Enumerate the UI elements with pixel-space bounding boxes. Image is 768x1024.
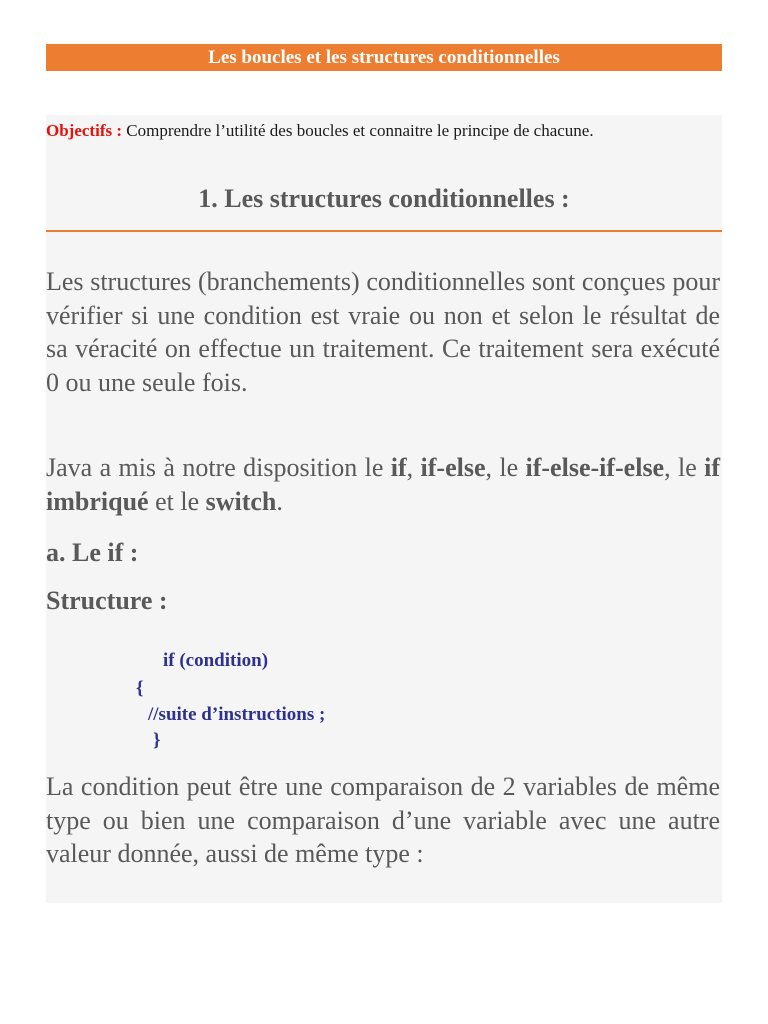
- keyword-if-else-if-else: if-else-if-else: [525, 453, 665, 482]
- text-run: ,: [406, 453, 421, 482]
- chapter-title: Les boucles et les structures conditionnelles: [208, 47, 560, 68]
- section-heading: 1. Les structures conditionnelles :: [198, 184, 570, 213]
- text-run: , le: [664, 453, 705, 482]
- code-line-4: }: [153, 730, 161, 751]
- keyword-if-imbrique: if imbriqué: [46, 453, 721, 516]
- text-run: .: [276, 486, 283, 516]
- chapter-title-banner: [46, 44, 722, 71]
- intro-paragraph: Les structures (branchements) conditionnelles sont conçues pour vérifier si une condition est vraie ou non et selon le résultat de sa véracité on effectue un traitement. Ce traitement sera exécuté 0 ou une seule fois.: [46, 267, 720, 397]
- text-run: Java a mis à notre disposition le: [46, 453, 391, 482]
- condition-paragraph: La condition peut être une comparaison de 2 variables de même type ou bien une comparaison d’une variable avec une autre valeur donnée, aussi de même type :: [46, 772, 720, 868]
- content-block: [46, 115, 722, 903]
- code-line-1: if (condition): [163, 650, 269, 671]
- objectives-text: Comprendre l’utilité des boucles et connaitre le principe de chacune.: [126, 121, 594, 140]
- keyword-switch: switch: [205, 486, 277, 516]
- code-line-3: //suite d’instructions ;: [148, 704, 326, 725]
- code-line-2: {: [136, 678, 144, 699]
- objectives-label: Objectifs :: [46, 121, 123, 140]
- text-run: , le: [485, 453, 526, 482]
- text-run: et le: [148, 486, 206, 516]
- section-divider: [46, 230, 722, 232]
- keyword-if: if: [390, 453, 407, 482]
- objectives-paragraph: [46, 119, 722, 142]
- keyword-if-else: if-else: [420, 453, 486, 482]
- subheading-le-if: a. Le if :: [46, 538, 139, 567]
- structure-label: Structure :: [46, 586, 168, 615]
- java-constructs-paragraph: [46, 451, 720, 518]
